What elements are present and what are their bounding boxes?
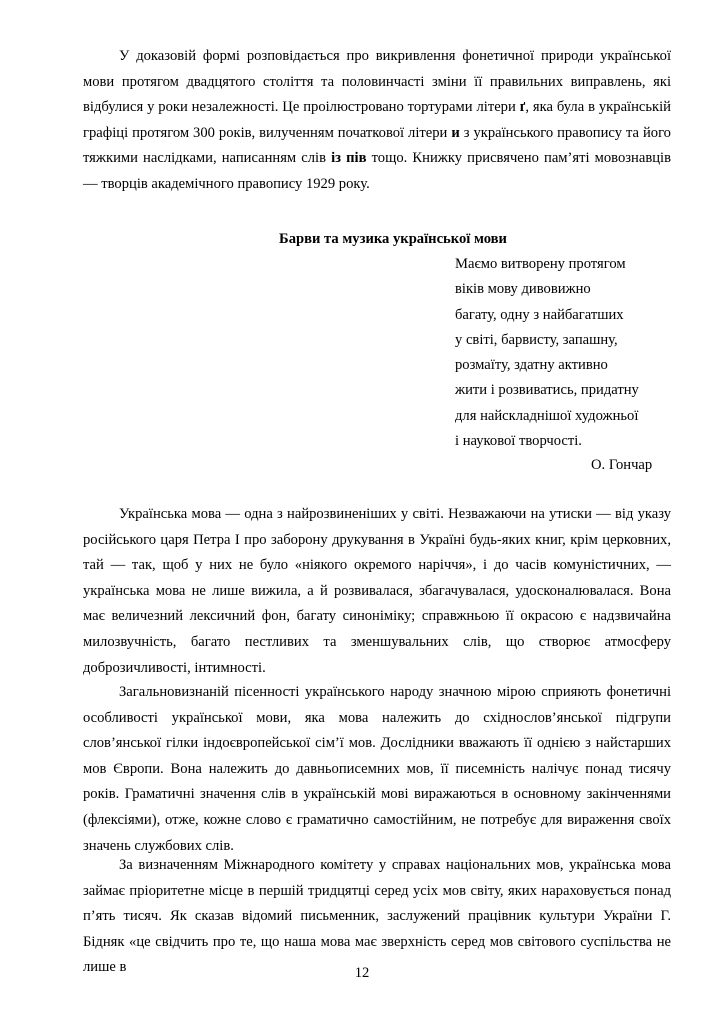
epigraph-line: жити і розвиватись, придатну — [455, 382, 639, 399]
intro-letter-y: и — [451, 124, 460, 141]
epigraph — [455, 252, 685, 454]
intro-text-1: У доказовій формі розповідається про викривлення фонетичної природи української мови протягом двадцятого століття та половинчасті зміни її правильних виправлень, які відбулися у роки незалежності. Це проілюстровано тортурами літери — [83, 48, 671, 116]
epigraph-line: розмаїту, здатну активно — [455, 357, 608, 374]
epigraph-line: Маємо витворену протягом — [455, 256, 626, 272]
epigraph-line: у світі, барвисту, запашну, — [455, 331, 618, 348]
epigraph-line: багату, одну з найбагатших — [455, 306, 624, 323]
intro-paragraph — [83, 44, 671, 198]
intro-words: із пів — [331, 150, 367, 167]
body-paragraph: За визначенням Міжнародного комітету у справах національних мов, українська мова займає пріоритетне місце в першій тридцятці серед усіх мов світу, яких нараховується понад п’ять тисяч. Як сказав відомий письменник, заслужений працівник культури України Г. Бідняк «це свідчить про те, що наша мова має зверхність серед мов світового суспільства не лише в — [83, 857, 671, 976]
section-title: Барви та музика української мови — [279, 231, 507, 247]
epigraph-line: для найскладнішої художньої — [455, 407, 639, 424]
epigraph-line: віків мову дивовижно — [455, 281, 591, 298]
intro-text-4: тощо. Книжку присвячено пам’яті мовознавців — творців академічного правопису 1929 року. — [83, 150, 671, 192]
body-paragraph: Українська мова — одна з найрозвиненіших у світі. Незважаючи на утиски — від указу російського царя Петра І про заборону друкування в Україні будь-яких книг, крім церковних, тай — так, щоб у них не було «ніякого окремого наріччя», і до часів комуністичних, — українська мова не лише вижила, а й розвивалася, збагачувалася, удосконалювалася. Вона має величезний лексичний фон, багату синоніміку; справжньою її окрасою є надзвичайна милозвучність, багато пестливих та зменшувальних слів, що створює атмосферу доброзичливості, інтимності. — [83, 506, 671, 676]
intro-letter-g: ґ — [519, 99, 526, 116]
body-paragraph: Загальновизнаній пісенності українського народу значною мірою сприяють фонетичні особливості української мови, яка мова належить до східнослов’янської підгрупи слов’янської гілки індоєвропейської сім’ї мов. Дослідники вважають її однією з найстарших мов Європи. Вона належить до давньописемних мов, її писемність налічує понад тисячу років. Граматичні значення слів в українській мові виражаються в основному закінченнями (флексіями), отже, кожне слово є граматично самостійним, не потребує для вираження своїх значень службових слів. — [83, 684, 671, 854]
epigraph-author: О. Гончар — [591, 457, 653, 473]
page-number: 12 — [354, 965, 370, 981]
intro-text-2: , яка була в українській графіці протягом 300 років, вилученням початкової літери — [83, 99, 671, 141]
intro-text-3: з українського правопису та його тяжкими наслідками, написанням слів — [83, 124, 671, 167]
epigraph-line: і наукової творчості. — [455, 433, 582, 450]
